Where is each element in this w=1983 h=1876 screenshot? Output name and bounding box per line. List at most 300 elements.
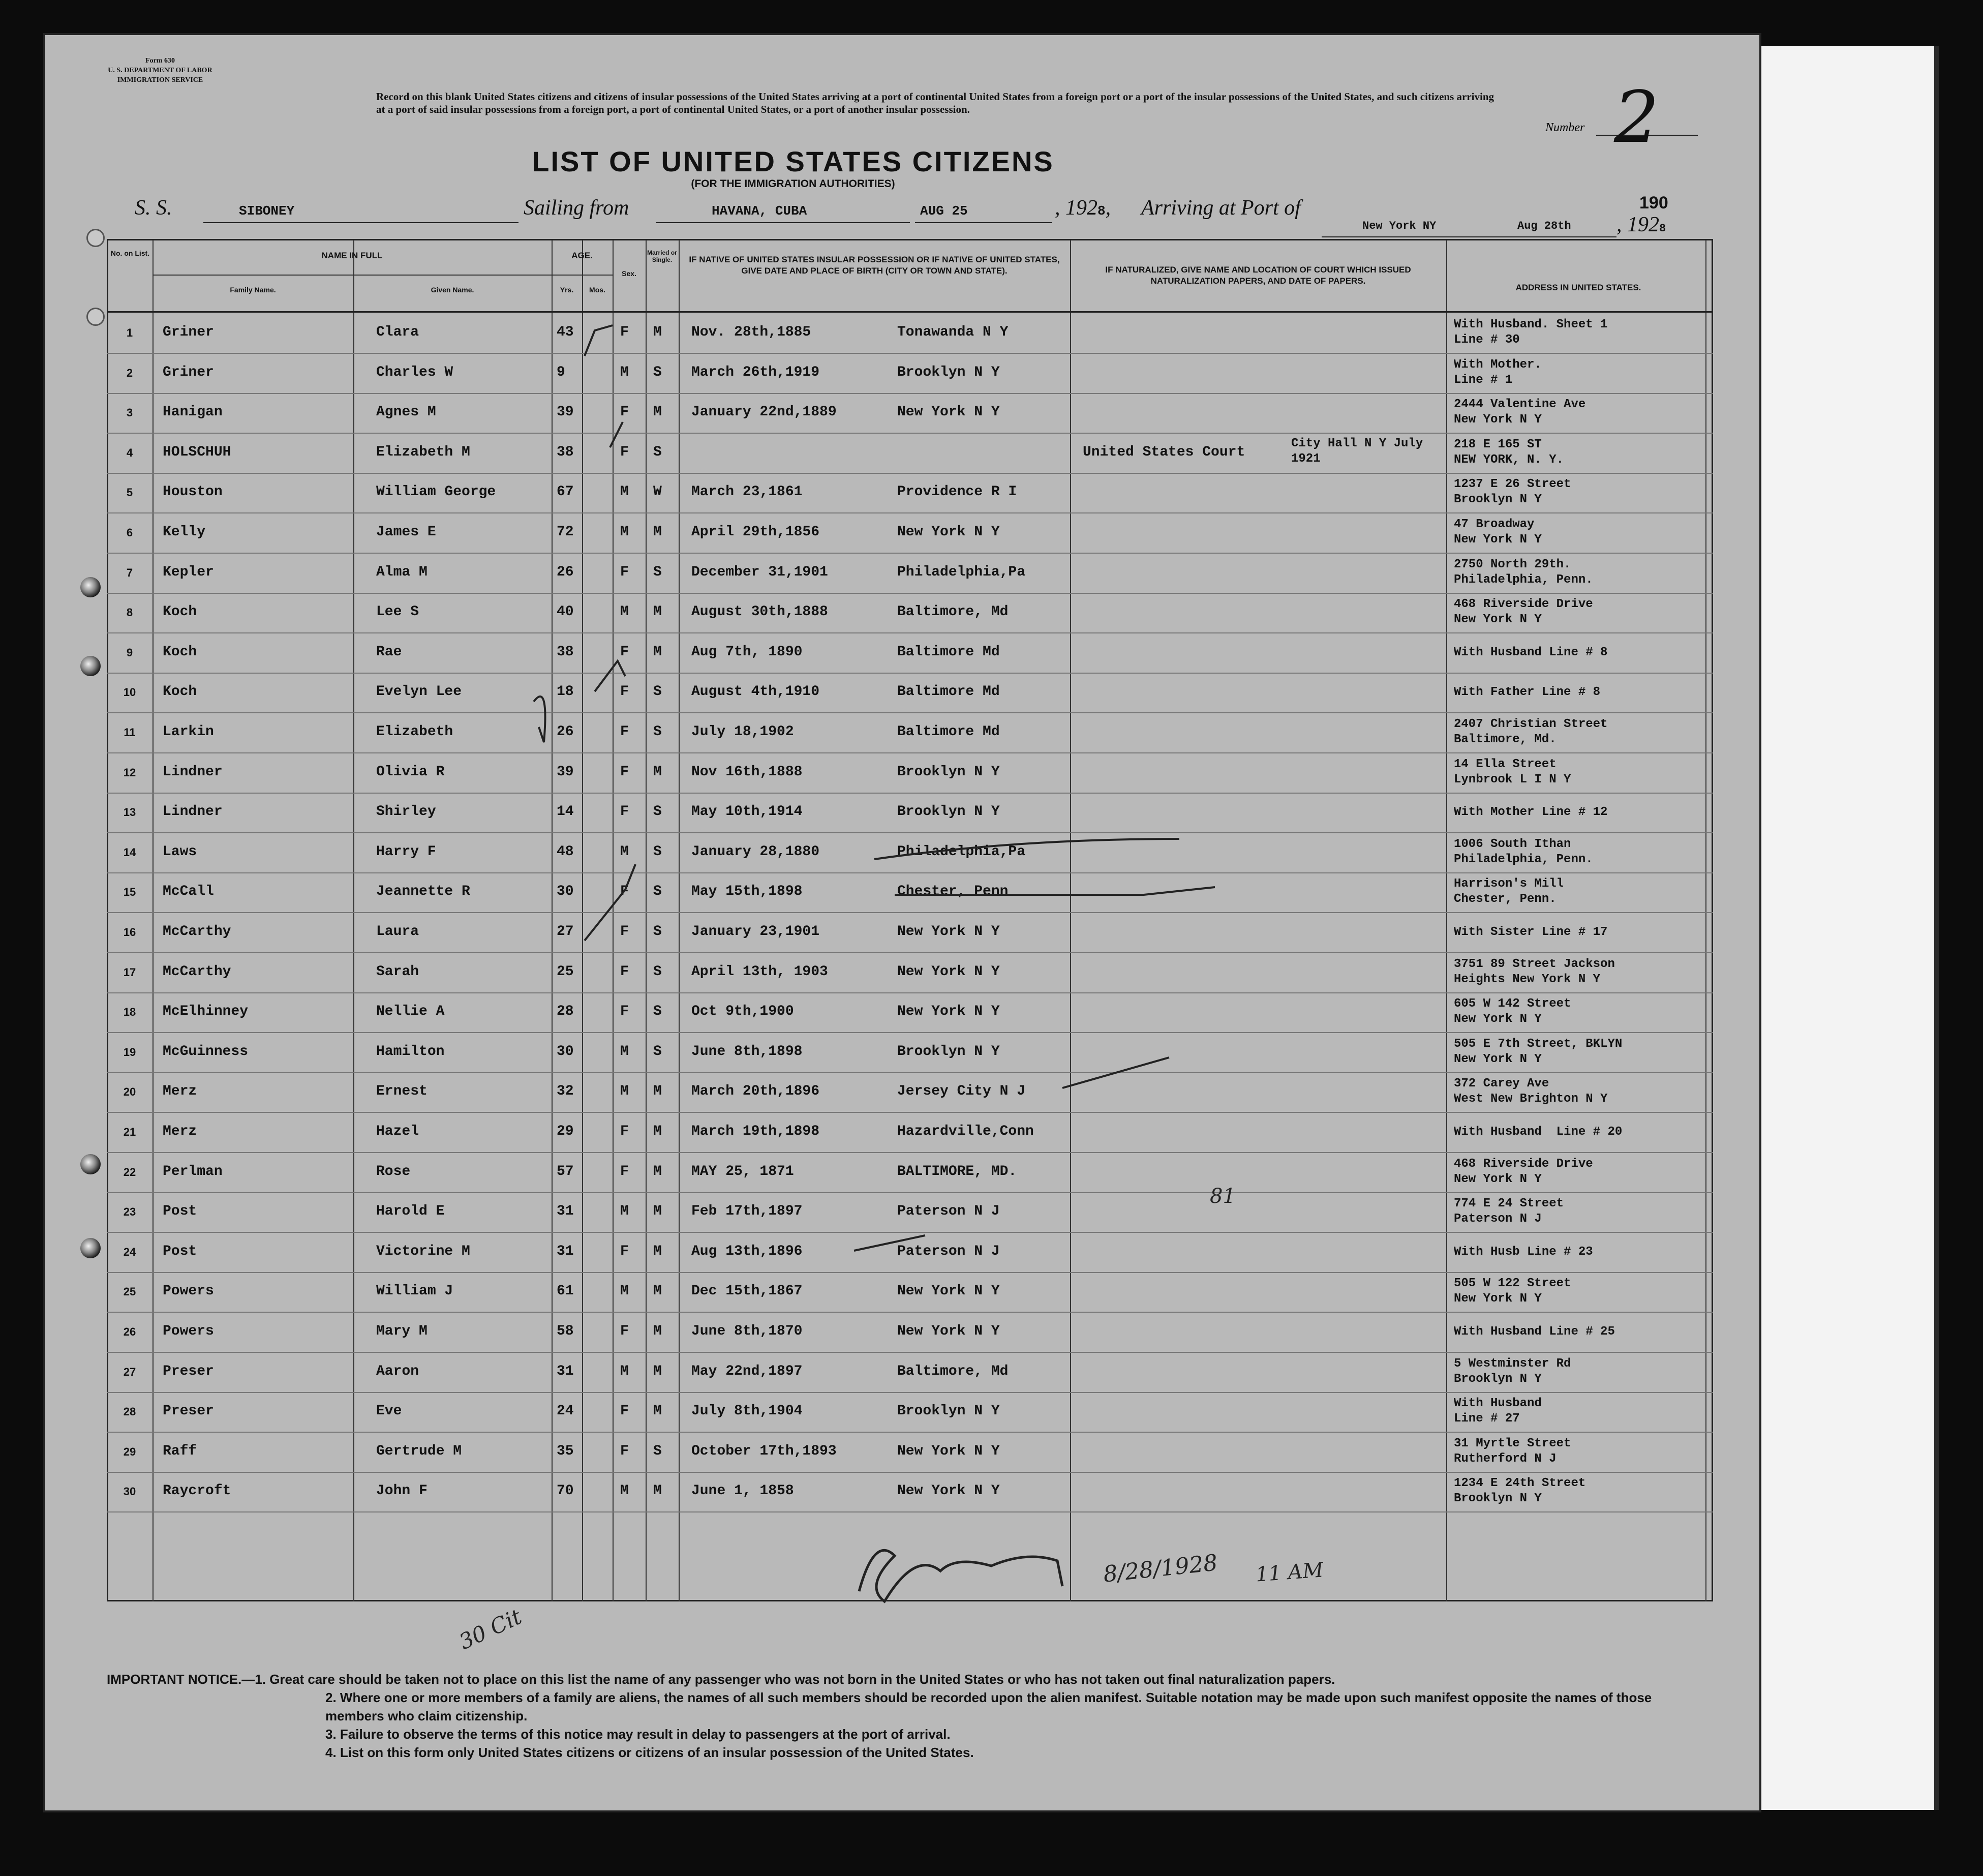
address-line-1: 2750 North 29th. [1454,557,1571,571]
cell-given: Charles W [376,364,453,380]
cell-birth-place: Brooklyn N Y [897,804,1000,820]
cell-family: HOLSCHUH [163,444,231,460]
cell-birth-date: January 28,1880 [691,843,820,860]
cell-given: Ernest [376,1083,428,1100]
cell-no: 13 [123,806,136,819]
cell-ms: S [653,843,662,860]
cell-birth-date: January 22nd,1889 [691,404,837,420]
address-line-1: With Husband Line # 8 [1454,645,1608,659]
address-line-1: 2444 Valentine Ave [1454,398,1586,412]
cell-ms: M [653,404,662,420]
cell-birth-date: December 31,1901 [691,564,828,580]
cell-no: 7 [126,566,133,579]
cell-given: Agnes M [376,404,436,420]
cell-age: 29 [557,1124,574,1139]
cell-no: 3 [126,406,133,419]
address-line-1: 468 Riverside Drive [1454,1157,1593,1171]
cell-given: Harry F [376,843,436,860]
cell-ms: S [653,684,662,700]
cell-ms: M [653,764,662,780]
cell-no: 6 [126,526,133,539]
cell-given: Mary M [376,1323,428,1339]
cell-given: Nellie A [376,1004,445,1020]
cell-family: Koch [163,684,197,700]
cell-family: Griner [163,364,214,380]
cell-birth-date: April 13th, 1903 [691,963,828,980]
cell-ms: S [653,724,662,740]
cell-family: Laws [163,843,197,860]
cell-ms: M [653,1124,662,1139]
cell-no: 22 [123,1165,136,1178]
cell-given: Rose [376,1163,411,1179]
cell-no: 9 [126,646,133,659]
cell-age: 32 [557,1083,574,1100]
cell-no: 30 [123,1485,136,1498]
cell-age: 18 [557,684,574,700]
header-family-name: Family Name. [230,286,276,294]
important-notice [107,1670,1708,1762]
address-line-1: 372 Carey Ave [1454,1077,1549,1091]
year-from: , 1928, [1055,196,1111,220]
cell-ms: M [653,1403,662,1419]
cell-given: Victorine M [376,1243,470,1259]
signature-date: 8/28/1928 [1102,1550,1219,1588]
cell-given: Sarah [376,963,419,980]
form-instructions: Record on this blank United States citizens and citizens of insular possessions of the United States arriving at a port of continental United States from a foreign port or a port of the insular possessions of the United States, and such citizens arriving at a port of said insular possessions from a foreign port, a port of continental United States, or a port of another insular possession. [376,90,1494,115]
cell-family: Raycroft [163,1483,231,1499]
cell-no: 28 [123,1405,136,1418]
cell-sex: F [620,724,629,740]
cell-given: Shirley [376,804,436,820]
cell-sex: M [620,1363,629,1379]
cell-family: Koch [163,604,197,620]
port-to: New York NY [1362,220,1437,232]
address-line-1: 774 E 24 Street [1454,1197,1564,1211]
address-line-1: With Mother. [1454,357,1542,372]
cell-birth-place: Hazardville,Conn [897,1124,1034,1139]
cell-birth-date: May 22nd,1897 [691,1363,803,1379]
cell-no: 17 [123,965,136,979]
cell-sex: M [620,1483,629,1499]
address-line-2: West New Brighton N Y [1454,1092,1608,1106]
cell-family: Raff [163,1443,197,1459]
cell-birth-place: Paterson N J [897,1203,1000,1220]
cell-family: Lindner [163,764,223,780]
address-line-1: 505 E 7th Street, BKLYN [1454,1037,1623,1051]
cell-given: Elizabeth M [376,444,470,460]
cell-birth-date: Nov. 28th,1885 [691,324,811,340]
cell-birth-date: June 8th,1870 [691,1323,803,1339]
address-line-1: 14 Ella Street [1454,757,1557,771]
cell-age: 39 [557,404,574,420]
address-line-2: Line # 30 [1454,333,1520,347]
address-line-2: Lynbrook L I N Y [1454,772,1571,786]
check-marks [534,325,1215,1251]
cell-age: 43 [557,324,574,340]
ship-name: SIBONEY [239,203,295,219]
cell-no: 27 [123,1365,136,1378]
cell-no: 18 [123,1006,136,1019]
cell-no: 29 [123,1445,136,1458]
cell-birth-place: New York N Y [897,1483,1000,1499]
cell-birth-date: MAY 25, 1871 [691,1163,794,1179]
address-line-2: Philadelphia, Penn. [1454,572,1593,587]
signature-time: 11 AM [1255,1558,1324,1587]
cell-family: Post [163,1243,197,1259]
cell-ms: S [653,804,662,820]
cell-birth-place: Baltimore, Md [897,1363,1009,1379]
cell-sex: F [620,1403,629,1419]
form-number: Form 630 [145,57,175,65]
signature-icon [859,1550,1062,1601]
cell-ms: S [653,1443,662,1459]
address-line-2: NEW YORK, N. Y. [1454,452,1564,467]
cell-given: Gertrude M [376,1443,462,1459]
year-to-old: 190 [1639,193,1668,213]
cell-family: Kelly [163,524,206,540]
form-service: IMMIGRATION SERVICE [117,76,203,84]
cell-ms: S [653,1004,662,1020]
cell-age: 39 [557,764,574,780]
cell-birth-date: Oct 9th,1900 [691,1004,794,1020]
cell-birth-date: March 19th,1898 [691,1124,820,1139]
cell-no: 8 [126,606,133,619]
cell-given: Harold E [376,1203,445,1220]
cell-ms: M [653,524,662,540]
cell-sex: F [620,1243,629,1259]
cell-nat2: City Hall N Y July 1921 [1291,436,1423,466]
cell-family: Larkin [163,724,214,740]
address-line-2: New York N Y [1454,533,1542,547]
cell-birth-date: July 18,1902 [691,724,794,740]
address-line-2: New York N Y [1454,1172,1542,1186]
cell-birth-date: May 15th,1898 [691,884,803,900]
address-line-2: Brooklyn N Y [1454,493,1542,507]
cell-sex: F [620,444,629,460]
cell-birth-date: March 26th,1919 [691,364,820,380]
cell-given: Olivia R [376,764,445,780]
cell-ms: M [653,604,662,620]
address-line-2: Rutherford N J [1454,1451,1557,1466]
address-line-2: Brooklyn N Y [1454,1492,1542,1506]
address-line-2: New York N Y [1454,1012,1542,1026]
cell-no: 2 [126,366,133,379]
cell-birth-place: Baltimore Md [897,684,1000,700]
header-married-single: Married or Single. [647,249,677,263]
cell-family: McGuinness [163,1043,249,1060]
date-from: AUG 25 [920,203,968,219]
address-line-1: With Husband [1454,1397,1542,1411]
cell-family: McCall [163,884,214,900]
cell-birth-date: March 20th,1896 [691,1083,820,1100]
cell-no: 10 [123,686,136,699]
cell-sex: M [620,1083,629,1100]
cell-age: 26 [557,724,574,740]
cell-ms: S [653,444,662,460]
form-department: U. S. DEPARTMENT OF LABOR [108,67,212,74]
cell-birth-date: August 4th,1910 [691,684,820,700]
address-line-1: With Husband Line # 25 [1454,1325,1615,1339]
address-line-2: Line # 1 [1454,373,1513,387]
cell-ms: M [653,1243,662,1259]
notice-item-1 [107,1670,1708,1688]
cell-sex: F [620,1443,629,1459]
cell-family: Lindner [163,804,223,820]
cell-ms: M [653,1163,662,1179]
cell-birth-place: Brooklyn N Y [897,1403,1000,1419]
cell-given: Elizabeth [376,724,453,740]
address-line-1: With Husband. Sheet 1 [1454,318,1608,331]
header-naturalized: IF NATURALIZED, GIVE NAME AND LOCATION OF COURT WHICH ISSUED NATURALIZATION PAPERS, AND DATE OF PAPERS. [1105,265,1411,286]
cell-birth-place: Brooklyn N Y [897,364,1000,380]
address-line-2: Chester, Penn. [1454,892,1557,906]
address-line-2: New York N Y [1454,1052,1542,1066]
cell-birth-place: Baltimore Md [897,724,1000,740]
address-line-1: 1234 E 24th Street [1454,1476,1586,1491]
cell-age: 25 [557,963,574,980]
cell-family: Perlman [163,1163,223,1179]
cell-age: 61 [557,1283,574,1299]
address-line-1: With Father Line # 8 [1454,685,1601,700]
cell-sex: F [620,804,629,820]
cell-sex: F [620,324,629,340]
cell-birth-place: New York N Y [897,524,1000,540]
cell-sex: M [620,604,629,620]
cell-birth-date: June 8th,1898 [691,1043,803,1060]
cell-age: 28 [557,1004,574,1020]
cell-no: 19 [123,1045,136,1058]
cell-ms: M [653,644,662,660]
address-line-1: 1237 E 26 Street [1454,477,1571,492]
header-given-name: Given Name. [431,286,474,294]
cell-ms: M [653,1323,662,1339]
address-line-2: New York N Y [1454,1292,1542,1306]
address-line-1: Harrison's Mill [1454,877,1564,891]
cell-age: 40 [557,604,574,620]
cell-birth-place: New York N Y [897,1323,1000,1339]
notice-label: IMPORTANT NOTICE. [107,1672,242,1687]
cell-given: William J [376,1283,453,1299]
cell-age: 27 [557,924,574,940]
cell-family: McCarthy [163,963,231,980]
header-birth: IF NATIVE OF UNITED STATES INSULAR POSSESSION OR IF NATIVE OF UNITED STATES, GIVE DATE AND PLACE OF BIRTH (CITY OR TOWN AND STATE). [689,255,1060,276]
address-line-1: 5 Westminster Rd [1454,1356,1571,1371]
cell-age: 58 [557,1323,574,1339]
cell-ms: M [653,1283,662,1299]
cell-no: 20 [123,1085,136,1099]
cell-birth-date: August 30th,1888 [691,604,828,620]
cell-age: 38 [557,644,574,660]
header-name-in-full: NAME IN FULL [321,251,383,260]
cell-no: 14 [123,845,136,859]
cell-sex: M [620,1043,629,1060]
header-address: ADDRESS IN UNITED STATES. [1515,283,1641,292]
cell-age: 30 [557,1043,574,1060]
cell-no: 23 [123,1205,136,1219]
cell-birth-date: April 29th,1856 [691,524,820,540]
cell-given: Aaron [376,1363,419,1379]
cell-family: Hanigan [163,404,223,420]
cell-given: Hamilton [376,1043,445,1060]
cell-family: Preser [163,1403,214,1419]
cell-family: McCarthy [163,924,231,940]
cell-birth-date: Dec 15th,1867 [691,1283,803,1299]
address-line-1: 31 Myrtle Street [1454,1436,1571,1450]
cell-given: Evelyn Lee [376,684,462,700]
cell-sex: F [620,884,629,900]
cell-age: 57 [557,1163,574,1179]
cell-birth-date: May 10th,1914 [691,804,803,820]
cell-given: Lee S [376,604,419,620]
address-line-2: New York N Y [1454,613,1542,627]
cell-age: 31 [557,1243,574,1259]
address-line-1: 505 W 122 Street [1454,1277,1571,1291]
cell-no: 1 [126,326,133,339]
cell-sex: M [620,524,629,540]
year-to-prefix: 192 [1627,213,1659,236]
cell-age: 31 [557,1363,574,1379]
address-line-1: 468 Riverside Drive [1454,597,1593,612]
cell-birth-date: Feb 17th,1897 [691,1203,803,1220]
cell-ms: S [653,884,662,900]
cell-birth-place: Philadelphia,Pa [897,843,1026,860]
cell-sex: F [620,1124,629,1139]
notice-item-3: 3. Failure to observe the terms of this notice may result in delay to passengers at the port of arrival. [325,1727,951,1742]
cell-age: 9 [557,364,565,380]
cell-sex: F [620,764,629,780]
address-line-2: Line # 27 [1454,1412,1520,1426]
address-line-2: Paterson N J [1454,1212,1542,1226]
address-line-2: Heights New York N Y [1454,972,1601,986]
cell-ms: W [653,484,662,500]
address-line-1: 605 W 142 Street [1454,997,1571,1011]
cell-family: Merz [163,1083,197,1100]
date-to: Aug 28th [1517,220,1571,232]
cell-sex: F [620,564,629,580]
cell-birth-place: Jersey City N J [897,1083,1026,1100]
cell-birth-date: Nov 16th,1888 [691,764,803,780]
cell-age: 35 [557,1443,574,1459]
cell-age: 24 [557,1403,574,1419]
address-line-1: 3751 89 Street Jackson [1454,957,1615,971]
cell-birth-place: BALTIMORE, MD. [897,1163,1017,1179]
cell-sex: F [620,1323,629,1339]
cell-ms: M [653,1483,662,1499]
cell-ms: M [653,1363,662,1379]
cell-given: Jeannette R [376,884,470,900]
cell-no: 24 [123,1245,136,1258]
cell-birth-date: October 17th,1893 [691,1443,837,1459]
address-line-1: With Husb Line # 23 [1454,1245,1593,1259]
header-age-yrs: Yrs. [560,286,574,294]
address-line-1: With Sister Line # 17 [1454,925,1608,939]
cell-ms: S [653,1043,662,1060]
cell-age: 67 [557,484,574,500]
address-line-1: 1006 South Ithan [1454,837,1571,851]
cell-no: 25 [123,1285,136,1298]
cell-family: Preser [163,1363,214,1379]
cell-no: 16 [123,926,136,939]
sailing-label: Sailing from [524,196,629,220]
cell-ms: M [653,1203,662,1220]
page-title: LIST OF UNITED STATES CITIZENS [532,145,1054,177]
address-line-2: New York N Y [1454,413,1542,427]
year-from-prefix: 192 [1065,196,1097,220]
ss-label: S. S. [135,196,172,220]
year-from-digit: 8 [1097,203,1106,219]
notice-item-2: 2. Where one or more members of a family are aliens, the names of all such members should be recorded upon the alien manifest. Suitable notation may be made upon such manifest opposite the names of those members who claim citizenship. [325,1690,1652,1723]
page-subtitle: (FOR THE IMMIGRATION AUTHORITIES) [691,178,895,190]
cell-birth-place: Tonawanda N Y [897,324,1009,340]
cell-birth-place: Chester, Penn [897,884,1009,900]
cell-age: 26 [557,564,574,580]
cell-age: 72 [557,524,574,540]
cell-birth-date: June 1, 1858 [691,1483,794,1499]
cell-birth-place: New York N Y [897,1443,1000,1459]
address-line-1: 2407 Christian Street [1454,717,1608,731]
cell-birth-date: March 23,1861 [691,484,803,500]
port-from: HAVANA, CUBA [712,203,807,219]
cell-age: 30 [557,884,574,900]
cell-birth-date: Aug 13th,1896 [691,1243,803,1259]
cell-birth-place: Baltimore Md [897,644,1000,660]
notice-text-1: —1. Great care should be taken not to place on this list the name of any passenger who was not born in the United States or who has not taken out final naturalization papers. [241,1672,1335,1687]
address-line-2: Baltimore, Md. [1454,733,1557,746]
cell-sex: M [620,484,629,500]
address-line-1: With Mother Line # 12 [1454,805,1608,820]
header-sex: Sex. [622,269,636,278]
cell-given: Rae [376,644,402,660]
cell-ms: S [653,364,662,380]
cell-sex: M [620,364,629,380]
cell-ms: S [653,564,662,580]
cell-family: Powers [163,1323,214,1339]
address-line-2: Brooklyn N Y [1454,1372,1542,1386]
header-no-on-list: No. on List. [110,249,150,257]
year-to-digit: 8 [1659,222,1666,235]
cell-no: 15 [123,886,136,899]
arriving-label: Arriving at Port of [1141,196,1301,220]
cell-family: Griner [163,324,214,340]
cell-family: Powers [163,1283,214,1299]
cell-no: 4 [126,446,133,459]
cell-no: 11 [124,726,136,739]
cell-ms: S [653,963,662,980]
cell-given: Clara [376,324,419,340]
address-line-2: Philadelphia, Penn. [1454,852,1593,866]
notice-item-4: 4. List on this form only United States citizens or citizens of an insular possession of the United States. [325,1745,974,1760]
cell-no: 12 [123,766,136,779]
cell-birth-place: Brooklyn N Y [897,764,1000,780]
cell-no: 21 [123,1126,136,1138]
cell-given: Hazel [376,1124,419,1139]
cell-birth-place: Brooklyn N Y [897,1043,1000,1060]
address-line-1: With Husband Line # 20 [1454,1125,1623,1139]
cell-sex: F [620,963,629,980]
cell-sex: F [620,684,629,700]
cell-nat1: United States Court [1083,444,1245,460]
cell-family: Houston [163,484,223,500]
cell-age: 70 [557,1483,574,1499]
cell-given: James E [376,524,436,540]
cell-ms: M [653,324,662,340]
cell-birth-place: New York N Y [897,1283,1000,1299]
cell-no: 5 [126,486,133,499]
address-line-1: 47 Broadway [1454,518,1535,531]
header-age-mos: Mos. [589,286,605,294]
cell-ms: S [653,924,662,940]
cell-sex: F [620,1004,629,1020]
